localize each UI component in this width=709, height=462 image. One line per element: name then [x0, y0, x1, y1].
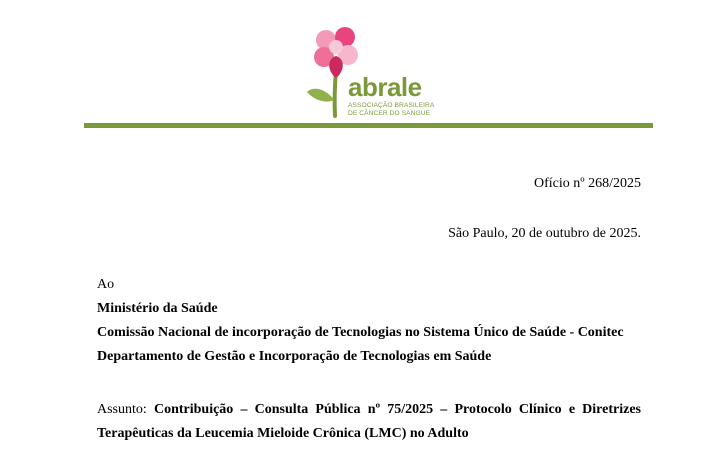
- salutation: Ao: [97, 277, 115, 292]
- brand-tagline-line2: DE CÂNCER DO SANGUE: [348, 110, 431, 117]
- brand-name: [348, 74, 422, 100]
- recipient-commission: Comissão Nacional de incorporação de Tecnologias no Sistema Único de Saúde - Conitec: [97, 325, 624, 340]
- subject-block: [97, 398, 641, 446]
- abrale-logo: [304, 18, 444, 122]
- subject-label: Assunto:: [97, 402, 147, 417]
- header-divider: [84, 123, 653, 128]
- recipient-ministry: Ministério da Saúde: [97, 301, 218, 316]
- subject-text-2: Terapêuticas da Leucemia Mieloide Crônica (LMC) no Adulto: [97, 426, 469, 441]
- oficio-number: Ofício nº 268/2025: [534, 176, 641, 191]
- recipient-department: Departamento de Gestão e Incorporação de Tecnologias em Saúde: [97, 349, 492, 364]
- subject-text-1: Contribuição – Consulta Pública nº 75/2025 – Protocolo Clínico e Diretrizes: [153, 402, 641, 417]
- subject-line-1: [97, 398, 641, 422]
- brand-text: abrale: [348, 72, 422, 102]
- brand-tagline-line1: ASSOCIAÇÃO BRASILEIRA: [348, 102, 435, 109]
- brand-tagline: [348, 102, 444, 118]
- letter-date: São Paulo, 20 de outubro de 2025.: [448, 226, 641, 241]
